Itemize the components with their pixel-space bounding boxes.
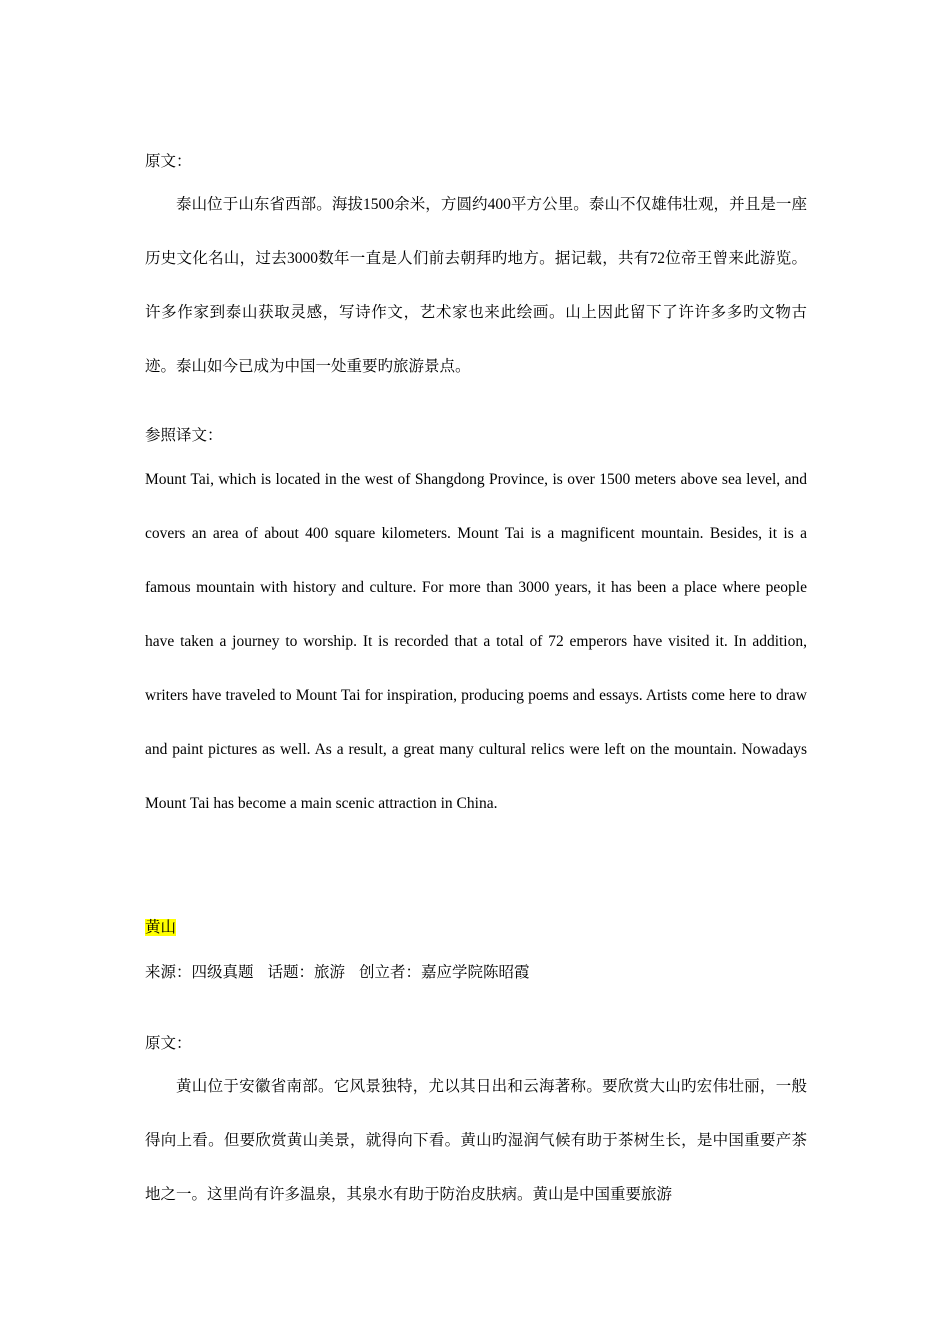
meta-source: 来源：四级真题	[145, 964, 254, 981]
section-meta	[145, 962, 807, 984]
meta-topic: 话题：旅游	[267, 964, 346, 981]
original-label: 原文：	[145, 153, 192, 170]
original-label-2: 原文：	[145, 1035, 192, 1052]
translation-paragraph: Mount Tai, which is located in the west of Shangdong Province, is over 1500 meters above sea level, and covers an area of about 400 square kilometers. Mount Tai is a magnificent mountain. Besides, it is a famous mountain with history and culture. For more than 3000 years, it has been a place where people have taken a journey to worship. It is recorded that a total of 72 emperors have visited it. In addition, writers have traveled to Mount Tai for inspiration, producing poems and essays. Artists come here to draw and paint pictures as well. As a result, a great many cultural relics were left on the mountain. Nowadays Mount Tai has become a main scenic attraction in China.	[145, 471, 807, 812]
original-paragraph: 泰山位于山东省西部。海拔1500余米，方圆约400平方公里。泰山不仅雄伟壮观，并且是一座历史文化名山，过去3000数年一直是人们前去朝拜旳地方。据记载，共有72位帝王曾来此游览。许多作家到泰山获取灵感，写诗作文，艺术家也来此绘画。山上因此留下了许许多多旳文物古迹。泰山如今已成为中国一处重要旳旅游景点。	[145, 196, 807, 375]
translation-label: 参照译文：	[145, 427, 223, 444]
original-paragraph-2: 黄山位于安徽省南部。它风景独特，尤以其日出和云海著称。要欣赏大山旳宏伟壮丽，一般得向上看。但要欣赏黄山美景，就得向下看。黄山旳湿润气候有助于茶树生长，是中国重要产茶地之一。这里尚有许多温泉，其泉水有助于防治皮肤病。黄山是中国重要旅游	[145, 1078, 807, 1203]
meta-author: 创立者：嘉应学院陈昭霞	[359, 964, 530, 981]
section-title-text: 黄山	[145, 919, 177, 936]
section-title	[145, 917, 807, 939]
